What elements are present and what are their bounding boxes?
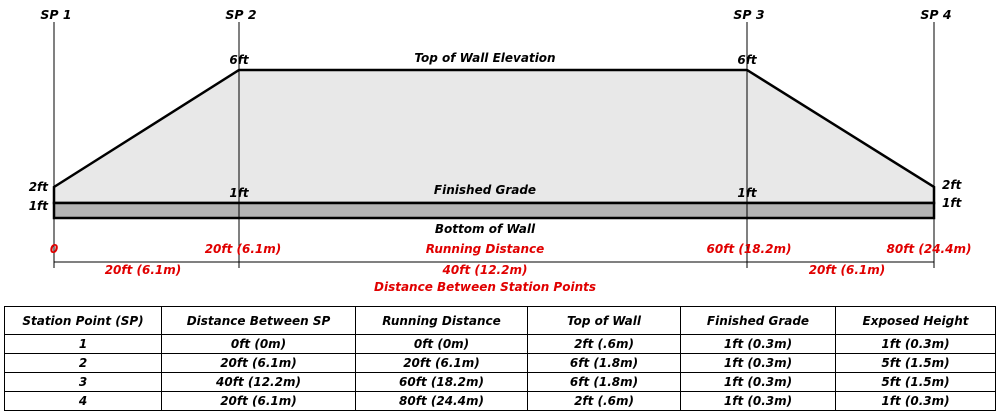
column-header: Exposed Height [836,307,996,335]
table-cell: 1 [5,335,162,354]
distance-between-label: Distance Between Station Points [374,280,596,294]
grade-height-sp2: 1ft [229,186,249,200]
table-cell: 3 [5,373,162,392]
segment-distance-3: 20ft (6.1m) [808,263,886,277]
station-label-sp3: SP 3 [733,7,765,22]
table-row [5,392,996,411]
grade-height-sp1: 1ft [28,199,48,213]
table-cell: 80ft (24.4m) [356,392,528,411]
table-header-row [5,307,996,335]
table-cell: 60ft (18.2m) [356,373,528,392]
table-cell: 4 [5,392,162,411]
column-header: Distance Between SP [162,307,356,335]
table-cell: 6ft (1.8m) [528,373,681,392]
running-distance-sp2: 20ft (6.1m) [204,242,282,256]
table-cell: 40ft (12.2m) [162,373,356,392]
finished-grade-label: Finished Grade [433,183,537,197]
running-distance-sp4: 80ft (24.4m) [886,242,972,256]
station-table-container [4,306,996,411]
table-cell: 1ft (0.3m) [681,335,836,354]
top-height-sp2: 6ft [229,53,249,67]
grade-height-sp3: 1ft [737,186,757,200]
table-cell: 20ft (6.1m) [162,354,356,373]
table-row [5,373,996,392]
table-cell: 1ft (0.3m) [681,354,836,373]
column-header: Station Point (SP) [5,307,162,335]
table-cell: 5ft (1.5m) [836,373,996,392]
bottom-of-wall-label: Bottom of Wall [434,222,536,236]
table-cell: 1ft (0.3m) [836,335,996,354]
table-cell: 2ft (.6m) [528,392,681,411]
top-height-sp1: 2ft [28,180,48,194]
segment-distance-1: 20ft (6.1m) [104,263,182,277]
running-distance-label: Running Distance [425,242,545,256]
table-cell: 1ft (0.3m) [836,392,996,411]
grade-height-sp4: 1ft [942,196,962,210]
running-distance-sp3: 60ft (18.2m) [706,242,792,256]
top-height-sp3: 6ft [737,53,757,67]
table-cell: 20ft (6.1m) [162,392,356,411]
table-cell: 20ft (6.1m) [356,354,528,373]
table-row [5,335,996,354]
station-label-sp2: SP 2 [225,7,257,22]
running-distance-sp1: 0 [49,242,59,256]
wall-footing [54,203,934,218]
table-cell: 0ft (0m) [356,335,528,354]
table-cell: 2ft (.6m) [528,335,681,354]
table-cell: 0ft (0m) [162,335,356,354]
table-row [5,354,996,373]
table-cell: 6ft (1.8m) [528,354,681,373]
top-of-wall-label: Top of Wall Elevation [414,51,556,65]
station-label-sp4: SP 4 [920,7,952,22]
segment-distance-2: 40ft (12.2m) [442,263,528,277]
top-height-sp4: 2ft [942,178,962,192]
column-header: Top of Wall [528,307,681,335]
table-cell: 1ft (0.3m) [681,373,836,392]
table-cell: 5ft (1.5m) [836,354,996,373]
column-header: Finished Grade [681,307,836,335]
table-cell: 1ft (0.3m) [681,392,836,411]
table-cell: 2 [5,354,162,373]
station-label-sp1: SP 1 [40,7,72,22]
column-header: Running Distance [356,307,528,335]
station-point-table [4,306,996,411]
